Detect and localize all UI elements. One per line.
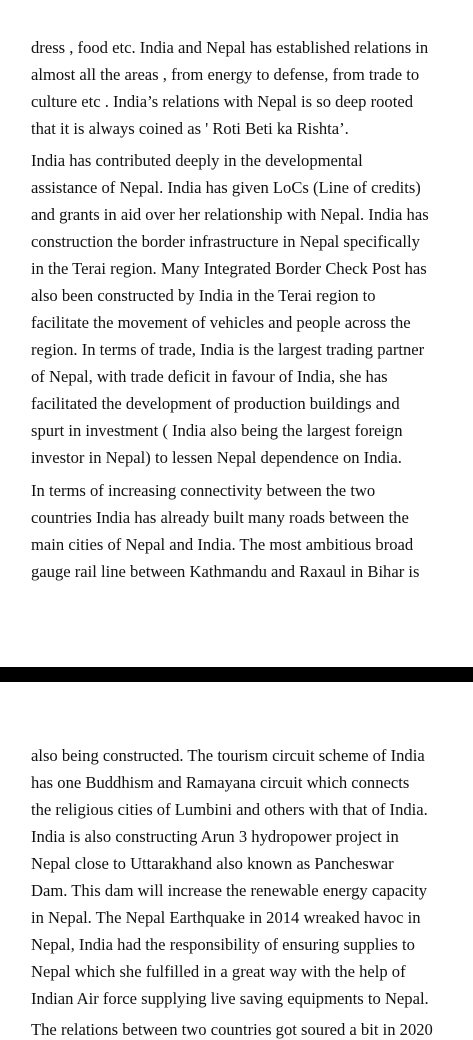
text-line: almost all the areas , from energy to defense, from trade to (31, 65, 420, 84)
text-line: that it is always coined as ' Roti Beti ka Rishta’. (31, 119, 349, 138)
text-line: of Nepal, with trade deficit in favour of India, she has (31, 367, 388, 386)
document-page-bottom (0, 682, 473, 1039)
text-line: also being constructed. The tourism circuit scheme of India (31, 746, 425, 765)
text-line: in the Terai region. Many Integrated Border Check Post has (31, 259, 427, 278)
text-line: construction the border infrastructure in Nepal specifically (31, 232, 420, 251)
text-line: region. In terms of trade, India is the largest trading partner (31, 340, 425, 359)
text-line: India has contributed deeply in the developmental (31, 151, 363, 170)
text-line: also been constructed by India in the Terai region to (31, 286, 376, 305)
text-line: investor in Nepal) to lessen Nepal dependence on India. (31, 448, 402, 467)
text-line: countries India has already built many roads between the (31, 508, 409, 527)
text-line: facilitate the movement of vehicles and people across the (31, 313, 411, 332)
text-line: In terms of increasing connectivity between the two (31, 481, 376, 500)
text-line: spurt in investment ( India also being the largest foreign (31, 421, 403, 440)
text-line: the religious cities of Lumbini and others with that of India. (31, 800, 428, 819)
text-line: assistance of Nepal. India has given LoCs (Line of credits) (31, 178, 421, 197)
page-separator (0, 667, 473, 682)
text-line: in Nepal. The Nepal Earthquake in 2014 wreaked havoc in (31, 908, 421, 927)
text-line: culture etc . India’s relations with Nepal is so deep rooted (31, 92, 414, 111)
text-line: Nepal, India had the responsibility of ensuring supplies to (31, 935, 415, 954)
text-line: Nepal which she fulfilled in a great way with the help of (31, 962, 406, 981)
text-line: dress , food etc. India and Nepal has established relations in (31, 38, 429, 57)
text-line: India is also constructing Arun 3 hydropower project in (31, 827, 399, 846)
text-line: The relations between two countries got soured a bit in 2020 (31, 1020, 433, 1039)
text-line: Dam. This dam will increase the renewable energy capacity (31, 881, 428, 900)
text-line: Nepal close to Uttarakhand also known as Pancheswar (31, 854, 394, 873)
text-line: and grants in aid over her relationship with Nepal. India has (31, 205, 429, 224)
text-line: facilitated the development of production buildings and (31, 394, 400, 413)
text-line: Indian Air force supplying live saving equipments to Nepal. (31, 989, 429, 1008)
text-line: has one Buddhism and Ramayana circuit which connects (31, 773, 410, 792)
text-line: gauge rail line between Kathmandu and Raxaul in Bihar is (31, 562, 420, 581)
text-line: main cities of Nepal and India. The most ambitious broad (31, 535, 414, 554)
